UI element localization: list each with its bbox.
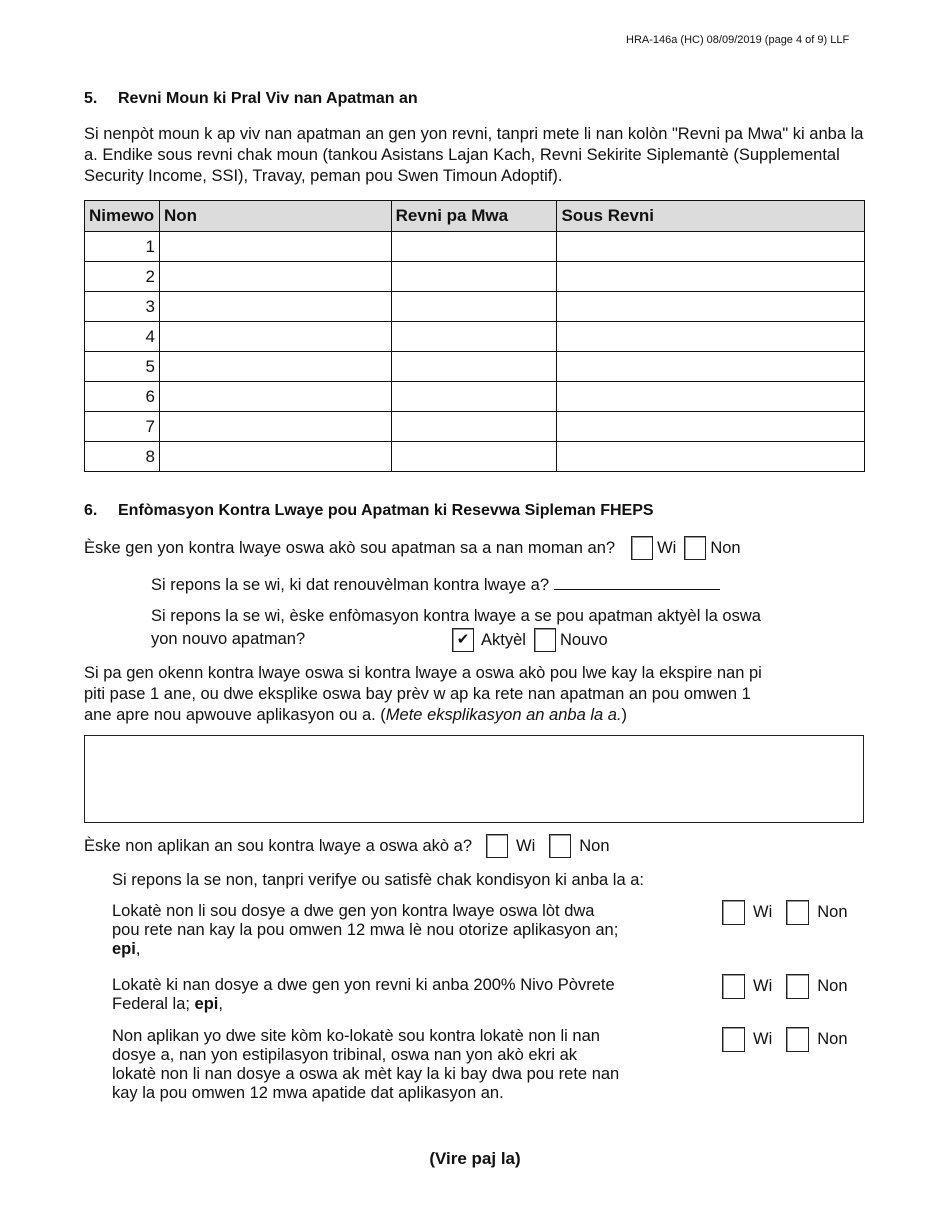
table-row [85,292,865,322]
condition-3-yes-label: Wi [753,1030,773,1048]
source-cell[interactable] [557,232,865,262]
col-header-name: Non [159,201,391,232]
section-6-title [84,502,654,520]
explanation-close: ) [621,706,628,724]
source-cell[interactable] [557,262,865,292]
col-header-income-source: Sous Revni [557,201,865,232]
row-number: 1 [85,232,160,262]
source-cell[interactable] [557,442,865,472]
condition-3-line-4: kay la pou omwen 12 mwa apatide dat aplikasyon an. [112,1084,504,1102]
table-row [85,322,865,352]
applicant-no-label: Non [579,836,610,855]
source-cell[interactable] [557,292,865,322]
applicant-on-lease-text: Èske non aplikan an sou kontra lwaye a oswa akò a? [84,836,472,855]
condition-2-no-label: Non [817,977,848,995]
condition-1-options [722,900,856,925]
income-cell[interactable] [391,322,557,352]
income-cell[interactable] [391,232,557,262]
renewal-date-label: Si repons la se wi, ki dat renouvèlman kontra lwaye a? [151,576,550,594]
condition-2-yes-checkbox[interactable] [722,974,745,999]
lease-no-option[interactable] [684,536,740,560]
condition-3-no-option[interactable] [786,1027,847,1052]
condition-1-yes-checkbox[interactable] [722,900,745,925]
condition-3-options [722,1027,856,1052]
new-apartment-option[interactable] [534,628,608,652]
turn-page-note: (Vire paj la) [429,1149,521,1168]
condition-3 [112,1027,697,1103]
condition-3-line-2: dosye a, nan yon estipilasyon tribinal, oswa nan yon akò ekri ak [112,1046,578,1064]
explanation-line-1: Si pa gen okenn kontra lwaye oswa si kontra lwaye a oswa akò pou lwe kay la ekspire nan pi [84,664,762,682]
name-cell[interactable] [159,442,391,472]
explanation-line-2: piti pase 1 ane, ou dwe eksplike oswa bay prèv w ap ka rete nan apatman an pou omwen 1 [84,685,751,703]
condition-3-no-checkbox[interactable] [786,1027,809,1052]
name-cell[interactable] [159,232,391,262]
name-cell[interactable] [159,352,391,382]
condition-2-yes-label: Wi [753,977,773,995]
income-cell[interactable] [391,262,557,292]
row-number: 7 [85,412,160,442]
applicant-yes-option[interactable] [486,834,535,858]
apartment-type-options [452,628,616,652]
col-header-monthly-income: Revni pa Mwa [391,201,557,232]
income-cell[interactable] [391,442,557,472]
condition-1-line-2: pou rete nan kay la pou omwen 12 mwa lè nou otorize aplikasyon an; [112,921,619,939]
explanation-textbox[interactable] [84,735,864,823]
section-5-number: 5. [84,90,98,107]
condition-1-yes-label: Wi [753,903,773,921]
condition-1-yes-option[interactable] [722,900,772,925]
condition-2-tail: , [218,995,223,1013]
new-apartment-label: Nouvo [559,630,608,649]
explanation-instructions [84,663,874,726]
source-cell[interactable] [557,382,865,412]
condition-1-no-label: Non [817,903,848,921]
current-apartment-label: Aktyèl [481,630,526,649]
table-row [85,232,865,262]
condition-1-no-option[interactable] [786,900,847,925]
apartment-type-line1: Si repons la se wi, èske enfòmasyon kontra lwaye a se pou apatman aktyèl la oswa [151,607,761,625]
lease-yes-checkbox[interactable] [631,536,653,560]
lease-question-text: Èske gen yon kontra lwaye oswa akò sou apatman sa a nan moman an? [84,538,616,557]
renewal-date-question [151,575,720,595]
section-6-title-text: Enfòmasyon Kontra Lwaye pou Apatman ki Resevwa Sipleman FHEPS [118,502,654,519]
name-cell[interactable] [159,412,391,442]
section-6-number: 6. [84,502,98,519]
name-cell[interactable] [159,262,391,292]
condition-2-options [722,974,856,999]
current-apartment-option[interactable] [452,628,526,652]
condition-1-bold: epi [112,940,136,958]
section-5-title-text: Revni Moun ki Pral Viv nan Apatman an [118,90,418,107]
row-number: 4 [85,322,160,352]
income-cell[interactable] [391,352,557,382]
new-apartment-checkbox[interactable] [534,628,556,652]
name-cell[interactable] [159,322,391,352]
name-cell[interactable] [159,292,391,322]
condition-2-line-1: Lokatè ki nan dosye a dwe gen yon revni ki anba 200% Nivo Pòvrete [112,976,615,994]
applicant-on-lease-question [84,834,618,858]
lease-no-checkbox[interactable] [684,536,706,560]
applicant-yes-label: Wi [516,836,536,855]
condition-3-yes-option[interactable] [722,1027,772,1052]
table-row [85,412,865,442]
renewal-date-field[interactable] [554,575,720,590]
name-cell[interactable] [159,382,391,412]
explanation-italic: Mete eksplikasyon an anba la a. [385,706,622,724]
section-5-title [84,90,418,108]
condition-3-no-label: Non [817,1030,848,1048]
lease-question [84,536,749,560]
explanation-line-3-text: ane apre nou apwouve aplikasyon ou a. ( [84,706,386,724]
explanation-line-3 [84,705,874,726]
apartment-type-line2: yon nouvo apatman? [151,630,306,648]
condition-1-no-checkbox[interactable] [786,900,809,925]
condition-2-bold: epi [194,995,219,1013]
income-table [84,200,865,472]
table-row [85,382,865,412]
condition-3-line-1: Non aplikan yo dwe site kòm ko-lokatè sou kontra lokatè non li nan [112,1027,600,1045]
lease-yes-label: Wi [657,538,677,557]
table-row [85,262,865,292]
income-cell[interactable] [391,382,557,412]
col-header-number: Nimewo [85,201,160,232]
condition-2-yes-option[interactable] [722,974,772,999]
row-number: 2 [85,262,160,292]
row-number: 3 [85,292,160,322]
applicant-no-option[interactable] [549,834,609,858]
current-apartment-checkbox[interactable]: ✔ [452,628,474,652]
section-5-instructions: Si nenpòt moun k ap viv nan apatman an gen yon revni, tanpri mete li nan kolòn "Revni pa Mwa" ki anba la a. Endike sous revni chak moun (tankou Asistans Lajan Kach, Revni Sekirite Siplemantè (Supplemental Security Income, SSI), Travay, peman pou Swen Timoun Adoptif). [84,125,864,185]
form-id: HRA-146a (HC) 08/09/2019 (page 4 of 9) LLF [626,34,850,46]
condition-1 [112,902,697,959]
conditions-instruction: Si repons la se non, tanpri verifye ou satisfè chak kondisyon ki anba la a: [112,871,644,889]
condition-1-tail: , [135,940,141,958]
row-number: 8 [85,442,160,472]
row-number: 5 [85,352,160,382]
row-number: 6 [85,382,160,412]
income-cell[interactable] [391,412,557,442]
source-cell[interactable] [557,352,865,382]
condition-1-line-1: Lokatè non li sou dosye a dwe gen yon kontra lwaye oswa lòt dwa [112,902,595,920]
source-cell[interactable] [557,412,865,442]
condition-2-no-option[interactable] [786,974,847,999]
lease-no-label: Non [710,538,741,557]
condition-3-yes-checkbox[interactable] [722,1027,745,1052]
applicant-no-checkbox[interactable] [549,834,571,858]
applicant-yes-checkbox[interactable] [486,834,508,858]
condition-3-line-3: lokatè non li nan dosye a oswa ak mèt kay la ki bay dwa pou rete nan [112,1065,620,1083]
source-cell[interactable] [557,322,865,352]
lease-yes-option[interactable] [631,536,676,560]
income-cell[interactable] [391,292,557,322]
condition-2-no-checkbox[interactable] [786,974,809,999]
condition-2-line-2: Federal la; [112,995,195,1013]
condition-2 [112,976,697,1014]
table-row [85,442,865,472]
table-row [85,352,865,382]
